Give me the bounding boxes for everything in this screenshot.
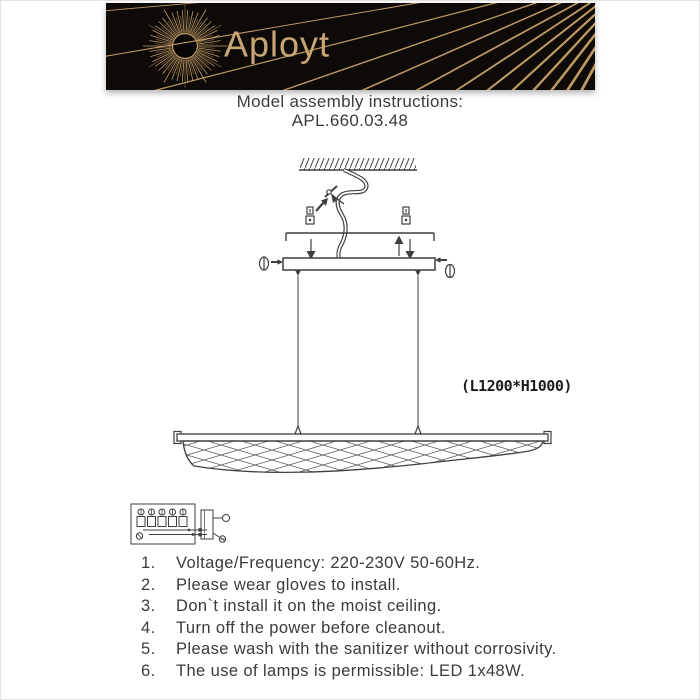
item-number: 1.	[141, 554, 156, 572]
power-cable	[325, 170, 366, 259]
model-number: APL.660.03.48	[291, 111, 409, 130]
instruction-list	[141, 553, 557, 683]
item-number: 3.	[141, 597, 156, 616]
mounting-bracket	[286, 233, 434, 241]
brand-name: Aployt	[224, 22, 331, 64]
cable-arrow	[316, 198, 328, 211]
canopy-screw-left	[260, 257, 284, 270]
mounting-screw-left	[306, 207, 314, 224]
bracket-arrows	[307, 236, 415, 260]
item-text: Please wash with the sanitizer without corrosivity.	[176, 640, 557, 659]
item-number: 2.	[141, 575, 156, 594]
item-number: 4.	[141, 618, 156, 637]
instruction-item	[141, 596, 557, 618]
instruction-item	[141, 661, 557, 683]
ceiling-hatch	[299, 158, 417, 170]
instruction-item	[141, 553, 557, 575]
instruction-item	[141, 639, 557, 661]
mounting-screw-right	[402, 207, 410, 224]
led-bar-luminaire	[174, 432, 551, 473]
instructions-title: Model assembly instructions:	[236, 92, 464, 111]
item-text: Don`t install it on the moist ceiling.	[176, 597, 442, 616]
instruction-item	[141, 575, 557, 597]
item-text: The use of lamps is permissible: LED 1x48W.	[176, 661, 526, 680]
suspension-wire-left	[295, 276, 301, 434]
terminal-block-diagram	[131, 504, 230, 544]
item-text: Voltage/Frequency: 220-230V 50-60Hz.	[176, 554, 481, 572]
item-number: 6.	[141, 661, 156, 680]
item-text: Turn off the power before cleanout.	[176, 618, 446, 637]
item-number: 5.	[141, 640, 156, 659]
instruction-item	[141, 618, 557, 640]
dimension-label: (L1200*H1000)	[461, 377, 572, 395]
item-text: Please wear gloves to install.	[176, 575, 401, 594]
canopy-plate	[283, 258, 435, 276]
suspension-wire-right	[415, 276, 421, 434]
canopy-screw-right	[435, 257, 455, 277]
